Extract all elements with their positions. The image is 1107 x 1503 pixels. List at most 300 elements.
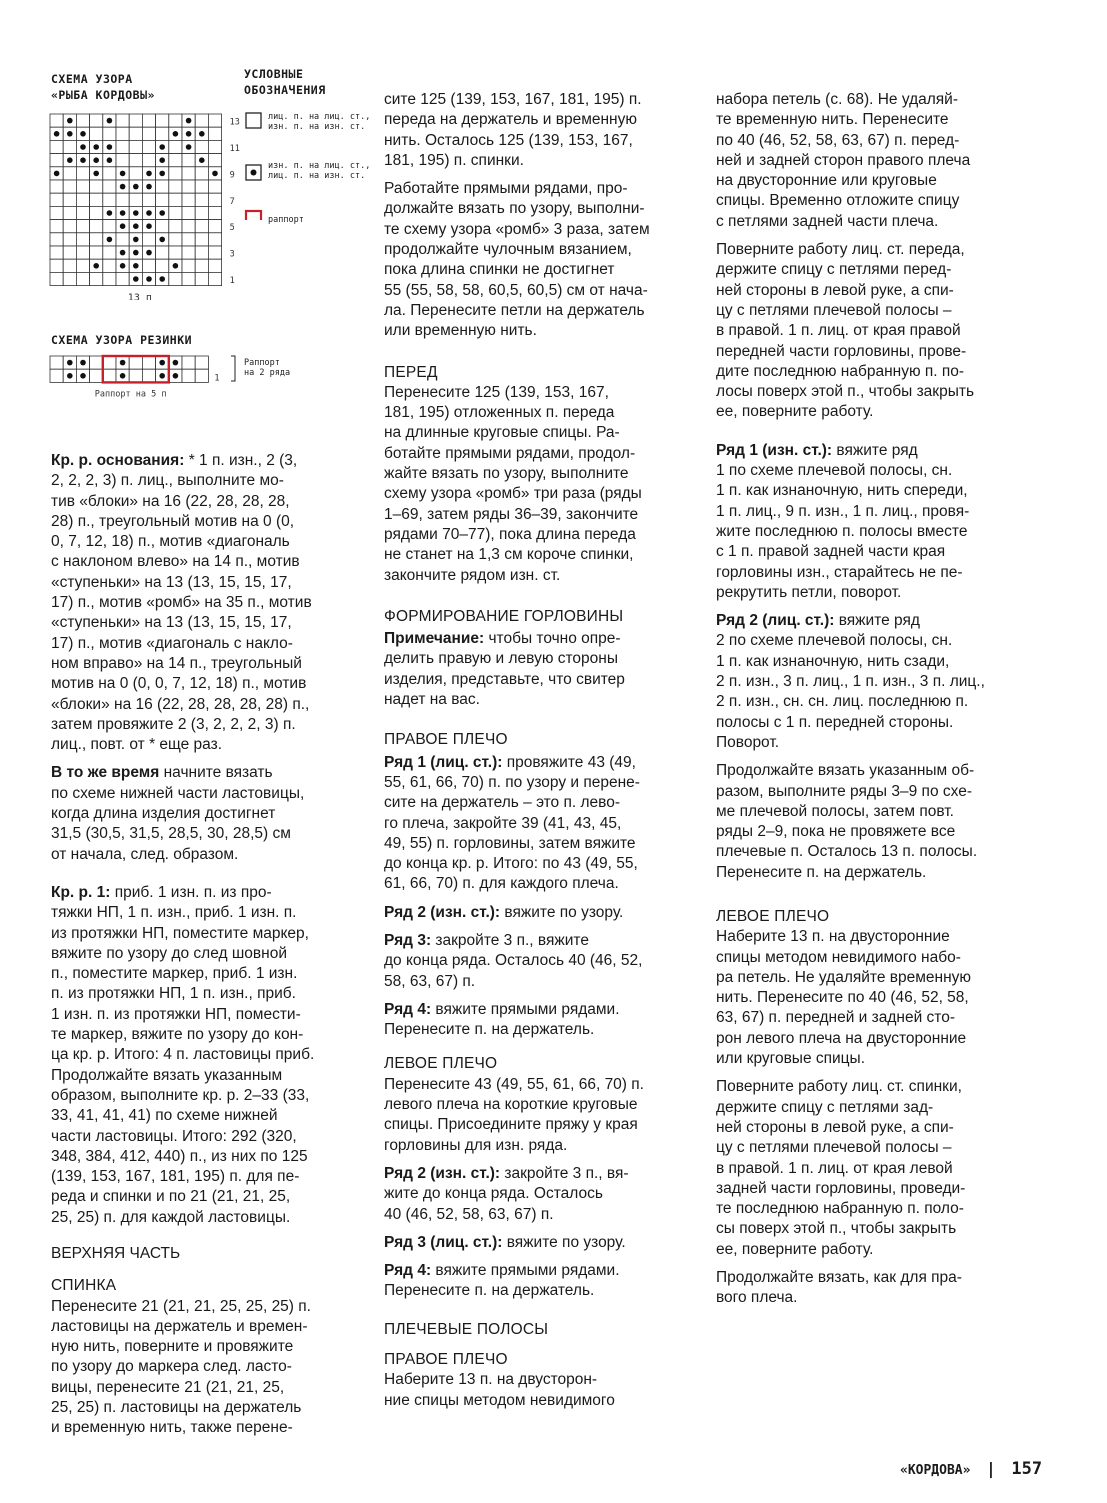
chart-cell <box>195 206 208 219</box>
rib-cell <box>50 356 63 369</box>
text-line: ца кр. р. Итого: 4 п. ластовицы приб. <box>51 1046 315 1064</box>
text-line: дите последнюю набранную п. по- <box>716 362 965 380</box>
text-line: нить. Перенесите по 40 (46, 52, 58, <box>716 989 969 1007</box>
chart-cell <box>142 193 155 206</box>
chart-cell <box>182 206 195 219</box>
subheading-right-shoulder: ПРАВОЕ ПЛЕЧО <box>384 731 508 749</box>
chart-cell <box>63 259 76 272</box>
chart-cell <box>169 246 182 259</box>
chart-cell <box>50 246 63 259</box>
chart-cell <box>116 114 129 127</box>
row-label-text: приб. 1 изн. п. из про- <box>110 883 272 901</box>
text-line: на длинные круговые спицы. Ра- <box>384 424 620 442</box>
chart-cell <box>195 114 208 127</box>
text-line: лиц., повт. от * еще раз. <box>51 736 223 754</box>
rib-cell <box>195 369 208 382</box>
paragraph-band-row1 <box>716 441 1036 603</box>
chart-cell <box>63 272 76 285</box>
paragraph-rs-row2 <box>384 903 694 923</box>
text-line: жайте вязать по узору, выполните <box>384 465 629 483</box>
purl-dot <box>186 131 192 137</box>
row-number-label: 3 <box>229 249 235 260</box>
rib-cell <box>129 356 142 369</box>
rib-chart-title: СХЕМА УЗОРА РЕЗИНКИ <box>51 333 193 347</box>
chart-cell <box>116 272 129 285</box>
row-label: Ряд 3: <box>384 931 432 949</box>
chart-cell <box>142 114 155 127</box>
purl-dot <box>133 223 139 229</box>
text-line: спицы методом невидимого набо- <box>716 948 961 966</box>
subheading-right-shoulder-2: ПРАВОЕ ПЛЕЧО <box>384 1351 508 1369</box>
text-line: Поверните работу лиц. ст. переда, <box>716 241 965 259</box>
text-line: до конца кр. р. Итого: по 43 (49, 55, <box>384 855 638 873</box>
legend-repeat-label: раппорт <box>268 215 304 225</box>
paragraph-rs-row3 <box>384 931 694 992</box>
paragraph-cast-on-cont <box>716 90 1036 232</box>
subheading-back: СПИНКА <box>51 1277 117 1295</box>
rib-bracket <box>230 355 240 383</box>
purl-dot <box>133 237 139 243</box>
purl-dot <box>133 184 139 190</box>
chart-cell <box>103 272 116 285</box>
text-line: лосы поверх этой п., чтобы закрыть <box>716 383 975 401</box>
legend-empty-line2: изн. п. на изн. ст. <box>268 122 366 132</box>
chart-cell <box>90 233 103 246</box>
chart-cell <box>208 259 221 272</box>
text-line: рекрутить петли, поворот. <box>716 583 902 601</box>
text-line: ней и задней сторон правого плеча <box>716 151 971 169</box>
row-label-text: закройте 3 п., вяжите <box>431 931 589 949</box>
text-line: части ластовицы. Итого: 292 (320, <box>51 1127 297 1145</box>
rib-repeat-label <box>244 358 290 378</box>
text-line: Перенесите 43 (49, 55, 61, 66, 70) п. <box>384 1075 644 1093</box>
chart-cell <box>195 259 208 272</box>
chart-cell <box>182 180 195 193</box>
chart-cell <box>195 180 208 193</box>
text-line: п. из протяжки НП, 1 п. изн., приб. <box>51 985 296 1003</box>
chart-cell <box>76 259 89 272</box>
paragraph-base-row <box>51 451 361 755</box>
text-line <box>716 611 1036 631</box>
legend-empty-cell <box>246 113 261 128</box>
legend-empty-label <box>268 112 370 132</box>
text-line: ней стороны в левой руке, а спи- <box>716 1118 954 1136</box>
purl-dot <box>80 131 86 137</box>
purl-dot <box>146 210 152 216</box>
row-label: Ряд 3 (лиц. ст.): <box>384 1233 503 1251</box>
text-line: левого плеча на короткие круговые <box>384 1096 638 1114</box>
chart-cell <box>90 127 103 140</box>
text-line: 2, 2, 2, 3) п. лиц., выполните мо- <box>51 472 284 490</box>
chart-cell <box>182 233 195 246</box>
text-line: п., поместите маркер, приб. 1 изн. <box>51 965 298 983</box>
purl-dot <box>93 171 99 177</box>
paragraph-row-1 <box>51 883 361 1228</box>
stitch-count-label: 13 п <box>127 292 152 300</box>
chart-cell <box>195 246 208 259</box>
legend-symbols <box>244 110 264 220</box>
text-line: образом, выполните кр. р. 2–33 (33, <box>51 1086 310 1104</box>
text-line: 31,5 (30,5, 31,5, 28,5, 30, 28,5) см <box>51 825 291 843</box>
text-line: 17) п., мотив «ромб» на 35 п., мотив <box>51 594 312 612</box>
chart-cell <box>63 233 76 246</box>
text-line: те схему узора «ромб» 3 раза, затем <box>384 220 650 238</box>
text-line: «блоки» на 16 (22, 28, 28, 28, 28) п., <box>51 695 310 713</box>
legend-repeat-cell <box>246 211 261 220</box>
fish-chart-title-line2: «РЫБА КОРДОВЫ» <box>51 88 155 102</box>
text-line: рядами 70–77), пока длина переда <box>384 525 636 543</box>
paragraph-left-turn <box>716 1077 1036 1260</box>
chart-cell <box>169 114 182 127</box>
purl-dot <box>93 263 99 269</box>
purl-dot <box>120 223 126 229</box>
purl-dot <box>212 171 218 177</box>
text-line: Наберите 13 п. на двусторонние <box>716 928 950 946</box>
chart-cell <box>195 167 208 180</box>
purl-dot <box>120 184 126 190</box>
text-line: или временную нить. <box>384 322 537 340</box>
row-label-text: начните вязать <box>159 764 273 782</box>
text-line: Перенесите 125 (139, 153, 167, <box>384 383 609 401</box>
subheading-shoulder-bands: ПЛЕЧЕВЫЕ ПОЛОСЫ <box>384 1320 549 1338</box>
chart-cell <box>195 233 208 246</box>
chart-cell <box>116 233 129 246</box>
text-line: по 40 (46, 52, 58, 63, 67) п. перед- <box>716 131 960 149</box>
purl-dot <box>67 360 73 366</box>
purl-dot <box>67 373 73 379</box>
purl-dot <box>173 373 179 379</box>
legend-empty-line1: лиц. п. на лиц. ст., <box>268 112 371 122</box>
purl-dot <box>107 237 113 243</box>
chart-cell <box>169 233 182 246</box>
chart-cell <box>90 272 103 285</box>
row-label: Кр. р. основания: <box>51 452 185 469</box>
purl-dot <box>146 171 152 177</box>
purl-dot <box>80 373 86 379</box>
text-line: сите 125 (139, 153, 167, 181, 195) п. <box>384 91 642 108</box>
text-line: с 1 п. правой задней части края <box>716 543 946 561</box>
rib-cell <box>129 369 142 382</box>
paragraph-band-continue <box>716 761 1036 883</box>
chart-cell <box>182 259 195 272</box>
text-line: Наберите 13 п. на двусторон- <box>384 1371 598 1389</box>
text-line: 1–69, затем ряды 36–39, закончите <box>384 505 639 523</box>
text-line: 2 п. изн., сн. сн. лиц. последнюю п. <box>716 693 969 711</box>
text-line: с наклоном влево» на 14 п., мотив <box>51 553 300 571</box>
chart-cell <box>182 193 195 206</box>
row-label-text: вяжите ряд <box>832 441 918 459</box>
text-line: или круговые спицы. <box>716 1050 866 1068</box>
purl-dot <box>146 184 152 190</box>
purl-dot <box>133 276 139 282</box>
row-label-text: закройте 3 п., вя- <box>500 1164 629 1182</box>
chart-cell <box>156 127 169 140</box>
chart-cell <box>142 259 155 272</box>
purl-dot <box>186 144 192 150</box>
row-number-label: 1 <box>229 275 235 286</box>
purl-dot <box>173 263 179 269</box>
fish-chart-title-line1: СХЕМА УЗОРА <box>51 72 133 86</box>
chart-cell <box>129 140 142 153</box>
chart-cell <box>63 193 76 206</box>
chart-cell <box>156 259 169 272</box>
chart-cell <box>208 127 221 140</box>
text-line: ней стороны в левой руке, а спи- <box>716 281 954 299</box>
purl-dot <box>159 144 165 150</box>
row-label-text: вяжите прямыми рядами. <box>431 1262 620 1280</box>
text-line: Продолжайте вязать указанным об- <box>716 762 975 780</box>
purl-dot <box>120 263 126 269</box>
row-label-text: * 1 п. изн., 2 (3, <box>184 452 298 469</box>
chart-cell <box>129 114 142 127</box>
text-line: схему узора «ромб» три раза (ряды <box>384 485 642 503</box>
purl-dot <box>159 237 165 243</box>
chart-cell <box>156 220 169 233</box>
text-line: не станет на 1,3 см короче спинки, <box>384 546 634 564</box>
text-line: 25, 25) п. ластовицы на держатель <box>51 1399 302 1417</box>
text-line: цу с петлями плечевой полосы – <box>716 1139 952 1157</box>
text-line: задней части горловины, проведи- <box>716 1179 966 1197</box>
text-line: те последнюю набранную п. поло- <box>716 1200 964 1218</box>
text-line: тяжки НП, 1 п. изн., приб. 1 изн. п. <box>51 904 297 922</box>
purl-dot <box>93 157 99 163</box>
paragraph-turn-work <box>716 240 1036 423</box>
paragraph-front <box>384 383 694 586</box>
text-line <box>384 1261 694 1281</box>
paragraph-note <box>384 629 694 710</box>
text-line: 181, 195) п. спинки. <box>384 151 524 169</box>
page-number: 157 <box>1011 1459 1043 1479</box>
chart-cell <box>129 127 142 140</box>
row-number-label: 7 <box>229 196 235 207</box>
rib-cell <box>50 369 63 382</box>
legend-title <box>244 66 326 98</box>
text-line: Поверните работу лиц. ст. спинки, <box>716 1078 962 1096</box>
text-line: нить. Осталось 125 (139, 153, 167, <box>384 131 633 149</box>
paragraph-left-band <box>716 927 1036 1069</box>
text-line: переда на держатель и временную <box>384 111 637 129</box>
text-line: от начала, след. образом. <box>51 845 239 863</box>
chart-cell <box>208 233 221 246</box>
purl-dot <box>159 276 165 282</box>
text-line: делить правую и левую стороны <box>384 650 618 668</box>
chart-cell <box>116 140 129 153</box>
chart-cell <box>182 154 195 167</box>
purl-dot <box>199 131 205 137</box>
chart-cell <box>142 154 155 167</box>
text-line: (139, 153, 167, 181, 195) п. для пе- <box>51 1168 300 1186</box>
purl-dot <box>107 118 113 124</box>
chart-cell <box>103 259 116 272</box>
text-line: надет на вас. <box>384 691 480 709</box>
purl-dot <box>80 360 86 366</box>
text-line: плечевые п. Осталось 13 п. полосы. <box>716 843 978 861</box>
purl-dot <box>107 157 113 163</box>
text-line: ее, поверните работу. <box>716 1240 874 1258</box>
text-line: передней части горловины, прове- <box>716 342 967 360</box>
text-line: мотив на 0 (0, 0, 7, 12, 18) п., мотив <box>51 675 307 693</box>
chart-cell <box>208 180 221 193</box>
column-1 <box>51 451 361 1439</box>
rib-cell <box>103 369 116 382</box>
rib-cell <box>182 356 195 369</box>
text-line: набора петель (с. 68). Не удаляй- <box>716 91 958 108</box>
chart-cell <box>76 114 89 127</box>
text-line: по схеме нижней части ластовицы, <box>51 784 305 802</box>
row-number-label: 11 <box>229 143 240 154</box>
text-line: ла. Перенесите петли на держатель <box>384 301 645 319</box>
fish-chart-title <box>51 71 155 103</box>
text-line: «ступеньки» на 13 (13, 15, 15, 17, <box>51 614 292 632</box>
text-line: Поворот. <box>716 733 780 751</box>
purl-dot <box>107 210 113 216</box>
rib-row-label: 1 <box>214 373 220 384</box>
text-line: ном вправо» на 14 п., треугольный <box>51 654 302 672</box>
chart-cell <box>76 206 89 219</box>
text-line: спицы. Временно отложите спицу <box>716 192 960 210</box>
text-line: 181, 195) отложенных п. переда <box>384 404 615 422</box>
chart-cell <box>90 206 103 219</box>
chart-cell <box>142 233 155 246</box>
text-line: ме плечевой полосы, затем повт. <box>716 802 954 820</box>
text-line: 40 (46, 52, 58, 63, 67) п. <box>384 1205 554 1223</box>
text-line: 55 (55, 58, 58, 60,5, 60,5) см от нача- <box>384 281 648 299</box>
text-line: ра петель. Не удаляйте временную <box>716 968 972 986</box>
text-line: спицы. Присоедините пряжу у края <box>384 1116 638 1134</box>
chart-cell <box>63 220 76 233</box>
rib-cell <box>142 356 155 369</box>
chart-cell <box>76 220 89 233</box>
chart-cell <box>182 272 195 285</box>
chart-cell <box>208 193 221 206</box>
text-line: до конца ряда. Осталось 40 (46, 52, <box>384 952 643 970</box>
chart-cell <box>169 193 182 206</box>
purl-dot <box>67 157 73 163</box>
paragraph-ls <box>384 1075 694 1156</box>
chart-cell <box>156 114 169 127</box>
row-label: Ряд 1 (лиц. ст.): <box>384 753 503 771</box>
paragraph-back <box>51 1297 361 1439</box>
text-line: вяжите по узору до след шовной <box>51 944 287 962</box>
text-line <box>51 883 361 903</box>
paragraph-band-row2 <box>716 611 1036 753</box>
text-line: Продолжайте вязать, как для пра- <box>716 1269 962 1287</box>
chart-cell <box>90 114 103 127</box>
paragraph-band-cast-on <box>384 1370 694 1411</box>
text-line: ние спицы методом невидимого <box>384 1391 615 1409</box>
chart-cell <box>76 180 89 193</box>
legend-dot-label <box>268 161 370 181</box>
text-line <box>384 931 694 951</box>
chart-cell <box>50 206 63 219</box>
chart-cell <box>76 246 89 259</box>
text-line: сите на держатель – это п. лево- <box>384 794 620 812</box>
text-line <box>384 1164 694 1184</box>
paragraph-back-rows <box>384 179 694 341</box>
paragraph-ls-row4 <box>384 1261 694 1302</box>
purl-dot <box>107 144 113 150</box>
text-line <box>384 903 694 923</box>
chart-cell <box>103 180 116 193</box>
text-line: держите спицу с петлями зад- <box>716 1098 934 1116</box>
text-line: в правой. 1 п. лиц. от края левой <box>716 1159 953 1177</box>
chart-cell <box>116 193 129 206</box>
chart-cell <box>116 127 129 140</box>
chart-cell <box>169 154 182 167</box>
chart-cell <box>156 180 169 193</box>
row-label: Ряд 4: <box>384 1000 432 1018</box>
rib-repeat-line1: Раппорт <box>244 358 280 368</box>
text-line: 1 п. как изнаночную, нить сзади, <box>716 652 950 670</box>
legend-dot-line2: лиц. п. на изн. ст. <box>268 171 366 181</box>
text-line: Перенесите п. на держатель. <box>716 863 927 881</box>
page-footer <box>900 1459 1042 1479</box>
text-line: 1 п. лиц., 9 п. изн., 1 п. лиц., провя- <box>716 502 970 520</box>
text-line: в правой. 1 п. лиц. от края правой <box>716 322 961 340</box>
chart-cell <box>129 167 142 180</box>
purl-dot <box>133 250 139 256</box>
legend-dot-line1: изн. п. на лиц. ст., <box>268 161 371 171</box>
rib-bottom-label: Раппорт на 5 п <box>94 389 167 400</box>
text-line: ряды 2–9, пока не провяжете все <box>716 823 956 841</box>
text-line: 348, 384, 412, 440) п., из них по 125 <box>51 1147 308 1165</box>
text-line: жите до конца ряда. Осталось <box>384 1185 603 1203</box>
chart-cell <box>50 220 63 233</box>
chart-cell <box>208 140 221 153</box>
chart-cell <box>182 246 195 259</box>
text-line: Продолжайте вязать указанным <box>51 1066 283 1084</box>
purl-dot <box>159 373 165 379</box>
magazine-name: «КОРДОВА» <box>900 1463 971 1478</box>
text-line: го плеча, закройте 39 (41, 43, 45, <box>384 814 622 832</box>
chart-cell <box>208 114 221 127</box>
chart-cell <box>90 193 103 206</box>
purl-dot <box>159 210 165 216</box>
text-line: 55, 61, 66, 70) п. по узору и перене- <box>384 773 640 791</box>
purl-dot <box>146 276 152 282</box>
text-line: горловины для изн. ряда. <box>384 1136 568 1154</box>
rib-cell <box>142 369 155 382</box>
subheading-left-shoulder-2: ЛЕВОЕ ПЛЕЧО <box>716 907 830 925</box>
chart-cell <box>50 140 63 153</box>
chart-cell <box>50 259 63 272</box>
purl-dot <box>173 131 179 137</box>
text-line: Перенесите п. на держатель. <box>384 1021 595 1039</box>
footer-separator: | <box>986 1459 996 1478</box>
purl-dot <box>120 250 126 256</box>
chart-cell <box>63 167 76 180</box>
legend-title-line2: ОБОЗНАЧЕНИЯ <box>244 83 326 97</box>
text-line <box>51 763 361 783</box>
legend-dot-icon <box>251 170 257 176</box>
purl-dot <box>146 250 152 256</box>
text-line: 1 изн. п. из протяжки НП, помести- <box>51 1005 301 1023</box>
chart-cell <box>63 246 76 259</box>
chart-cell <box>103 167 116 180</box>
row-number-label: 5 <box>229 223 235 234</box>
row-label-text: вяжите ряд <box>834 612 920 630</box>
chart-cell <box>90 246 103 259</box>
subheading-left-shoulder: ЛЕВОЕ ПЛЕЧО <box>384 1055 498 1073</box>
chart-cell <box>182 167 195 180</box>
chart-cell <box>208 272 221 285</box>
purl-dot <box>159 360 165 366</box>
row-label: В то же время <box>51 764 160 782</box>
rib-cell <box>90 356 103 369</box>
column-2 <box>384 90 694 1411</box>
section-heading-upper: ВЕРХНЯЯ ЧАСТЬ <box>51 1244 181 1262</box>
text-line: когда длина изделия достигнет <box>51 805 276 823</box>
